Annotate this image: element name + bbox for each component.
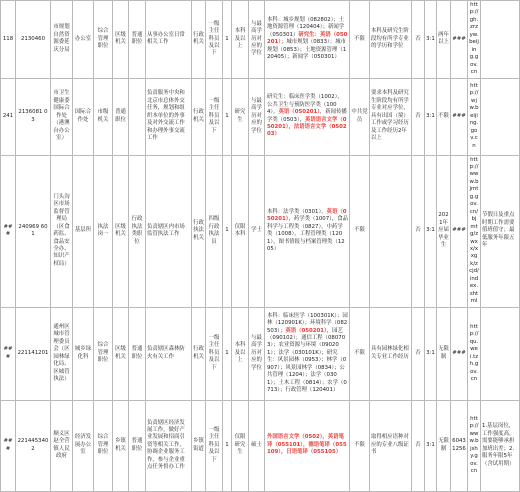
grassroots-cell: 否 bbox=[412, 78, 425, 155]
seq-cell: ### bbox=[1, 155, 16, 307]
description-cell: 负责辖区森林防火有关工作 bbox=[146, 307, 192, 400]
phone-cell: ### bbox=[451, 307, 468, 400]
department-cell: 国际合作处 bbox=[73, 78, 94, 155]
major-cell bbox=[265, 78, 350, 155]
education-cell: 仅限研究生 bbox=[232, 400, 249, 491]
position-type-cell: 行政执法类职位 bbox=[129, 155, 146, 307]
education-cell: 本科及以上 bbox=[232, 307, 249, 400]
seq-cell: ### bbox=[1, 400, 16, 491]
job-category-cell: 执法岗一 bbox=[94, 155, 113, 307]
grassroots-cell: 否 bbox=[412, 307, 425, 400]
highlighted-major: 英语（050201） bbox=[285, 327, 327, 334]
other-requirements-cell: 具有园林绿化相关专业工作经历 bbox=[370, 307, 412, 400]
major-cell bbox=[265, 1, 350, 79]
position-code-cell: 240969 601 bbox=[16, 155, 51, 307]
department-cell: 办公室 bbox=[73, 1, 94, 79]
seq-cell: 118 bbox=[1, 1, 16, 79]
other-requirements-cell: 要求本科及研究生阶段均有所学专业对应学位，具有出国（境）工作或学习经历及工作经历2年以上 bbox=[370, 78, 412, 155]
position-type-cell bbox=[129, 78, 146, 155]
position-code-cell: 2136081 03 bbox=[16, 78, 51, 155]
headcount-cell: 1 bbox=[223, 155, 232, 307]
degree-cell: 学士 bbox=[249, 155, 265, 307]
website-cell[interactable]: http://qu.wei.tzh.gov.cn bbox=[468, 307, 481, 400]
memo-cell: 节假日及重点时期工作需要值班值守；最低服务年限五年 bbox=[481, 155, 520, 307]
highlighted-major: 英语（050201） bbox=[278, 109, 320, 116]
website-cell[interactable]: http://www.bjmtg.gov.cn/bjmtg/zwxx/xxgk/zcjd/index.shtml bbox=[468, 155, 481, 307]
phone-cell: ### bbox=[451, 155, 468, 307]
website-cell[interactable]: http://gh.zrzyw.beijing.gov.cn bbox=[468, 1, 481, 79]
experience-cell: 无限制 bbox=[437, 307, 451, 400]
degree-cell: 与最高学历对应的学位 bbox=[249, 307, 265, 400]
major-text: 本科：临床医学（100301K）；园林（120901K）；环境科学（082503）； bbox=[267, 312, 348, 334]
description-cell: 负责辖区内市场监管执法工作 bbox=[146, 155, 192, 307]
employer-cell: 门头沟区市场监督管理局（区食药监、食品安全办、知识产权局） bbox=[51, 155, 73, 307]
grassroots-cell: 否 bbox=[412, 155, 425, 307]
department-cell: 城乡绿化科 bbox=[73, 307, 94, 400]
employer-cell: 市规划自然资源委延庆分局 bbox=[51, 1, 73, 79]
employer-cell: 通州区城市管理委员会（区园林绿化局、区城管执法） bbox=[51, 307, 73, 400]
rank-cell: 一级主任科员及以下 bbox=[206, 400, 223, 491]
job-category-cell: 市级机关 bbox=[94, 78, 113, 155]
politics-cell: 不限 bbox=[350, 307, 370, 400]
job-category-cell: 综合管理职位 bbox=[94, 400, 113, 491]
other-requirements-cell bbox=[370, 155, 412, 307]
major-text: ，药学类（1007），食品科学与工程类（0827），中药学类（1008），工程管理类（1201），图书情报与档案管理类（1205） bbox=[267, 216, 348, 252]
position-code-cell: 2214453402 bbox=[16, 400, 51, 491]
grassroots-cell: 否 bbox=[412, 1, 425, 79]
memo-cell bbox=[481, 78, 520, 155]
politics-cell: 中共党员 bbox=[350, 78, 370, 155]
other-requirements-cell: 本科及研究生阶段均有所学专业的学历和学位 bbox=[370, 1, 412, 79]
description-cell: 负责服务中央和北京市总体外交任务，规划和组织本单位的外事及对外交流工作和办理外事交流工作 bbox=[146, 78, 192, 155]
ratio-cell: 3:1 bbox=[425, 155, 437, 307]
website-cell[interactable]: http://www.bjshy.gov.cn bbox=[468, 400, 481, 491]
memo-cell bbox=[481, 1, 520, 79]
memo-cell: 1.基层岗位，工作强度高，需要能够承担加班出差；2.服务年限5年（含试用期） bbox=[481, 400, 520, 491]
headcount-cell: 1 bbox=[223, 1, 232, 79]
ratio-cell: 3:1 bbox=[425, 78, 437, 155]
org-level-cell: 区级机关 bbox=[113, 307, 129, 400]
headcount-cell: 1 bbox=[223, 400, 232, 491]
headcount-cell: 1 bbox=[223, 78, 232, 155]
experience-cell: 不限 bbox=[437, 78, 451, 155]
org-nature-cell: 行政执法机关 bbox=[192, 155, 206, 307]
major-text: ，新闻传播学类（0503）， bbox=[267, 109, 347, 123]
degree-cell: 与最高学历对应的学位 bbox=[249, 1, 265, 79]
table-row bbox=[1, 400, 520, 491]
major-cell bbox=[265, 307, 350, 400]
phone-cell: 60431256 bbox=[451, 400, 468, 491]
major-cell bbox=[265, 400, 350, 491]
description-cell: 负责辖区经济发展工作，做好产业发展和招商引资等相关工作，协调企业服务工作，参与企业重点任务督办工作 bbox=[146, 400, 192, 491]
employer-cell: 市卫生健康委国际合作处（港澳台办公室） bbox=[51, 78, 73, 155]
position-code-cell: 221141201 bbox=[16, 307, 51, 400]
highlighted-major: 外国语言文学（0502），英语笔译（055101），德语笔译（055109），日语笔译（055105） bbox=[267, 434, 347, 456]
major-text: 本科：法学类（0301）， bbox=[267, 208, 327, 215]
phone-cell: ### bbox=[451, 78, 468, 155]
org-nature-cell: 乡镇街道 bbox=[192, 400, 206, 491]
major-text: ，园艺（090102）；通信工程（080703）；农业资源与环境（090201）；法学（030101K）；研究生：风景园林（0953）；林学（0907）；风景园林学（0834）；公共管理（1204）；法学（0301）；土木工程（0814）；农学（0713）；行政管理（120401） bbox=[267, 327, 347, 394]
rank-cell: 一级主任科员及以下 bbox=[206, 307, 223, 400]
ratio-cell: 3:1 bbox=[425, 1, 437, 79]
table-row bbox=[1, 155, 520, 307]
position-type-cell: 普通职位 bbox=[129, 400, 146, 491]
experience-cell: 无限制 bbox=[437, 400, 451, 491]
education-cell: 仅限本科 bbox=[232, 155, 249, 307]
rank-cell: 一级主任科员及以下 bbox=[206, 78, 223, 155]
major-text: 本科：城乡规划（082802）；土地资源管理（120404）；新闻学（050301） bbox=[267, 16, 345, 38]
org-level-cell: 普通职位 bbox=[113, 78, 129, 155]
highlighted-major: 研究生：英语（050201） bbox=[267, 31, 348, 46]
table-row bbox=[1, 1, 520, 79]
website-cell[interactable]: http://wjw.beijing.gov.cn bbox=[468, 78, 481, 155]
politics-cell: 不限 bbox=[350, 155, 370, 307]
phone-cell: ### bbox=[451, 1, 468, 79]
org-level-cell: 区级机关 bbox=[113, 1, 129, 79]
department-cell: 经济发展办公室 bbox=[73, 400, 94, 491]
politics-cell: 不限 bbox=[350, 400, 370, 491]
major-text: ；城市规划（0833）；城市规划（0853）；土地资源管理（120405）；新闻学（050301） bbox=[267, 39, 347, 61]
org-nature-cell: 行政机关 bbox=[192, 78, 206, 155]
headcount-cell: 1 bbox=[223, 307, 232, 400]
memo-cell bbox=[481, 307, 520, 400]
position-code-cell: 2130460 bbox=[16, 1, 51, 79]
employer-cell: 顺义区赵全营镇人民政府 bbox=[51, 400, 73, 491]
politics-cell: 不限 bbox=[350, 1, 370, 79]
description-cell: 从事办公室日常相关工作 bbox=[146, 1, 192, 79]
org-nature-cell: 行政机关 bbox=[192, 1, 206, 79]
education-cell: 研究生 bbox=[232, 78, 249, 155]
org-level-cell: 区级机关 bbox=[113, 155, 129, 307]
degree-cell: 与最高学历对应的学位 bbox=[249, 78, 265, 155]
table-row bbox=[1, 78, 520, 155]
ratio-cell: 3:1 bbox=[425, 400, 437, 491]
ratio-cell: 3:1 bbox=[425, 307, 437, 400]
grassroots-cell: 否 bbox=[412, 400, 425, 491]
org-level-cell: 乡镇机关 bbox=[113, 400, 129, 491]
major-text: 研究生：临床医学类（1002），公共卫生与预防医学类（1004）， bbox=[267, 94, 343, 116]
rank-cell: 四级行政执法员 bbox=[206, 155, 223, 307]
job-category-cell: 综合管理职位 bbox=[94, 1, 113, 79]
highlighted-major: 英语语言文学（050201）， bbox=[267, 116, 347, 130]
experience-cell: 两年以上 bbox=[437, 1, 451, 79]
highlighted-major: 法语语言文学（050203） bbox=[267, 123, 347, 138]
highlighted-major: 英语（050201） bbox=[267, 208, 347, 223]
seq-cell: ### bbox=[1, 307, 16, 400]
degree-cell: 硕士 bbox=[249, 400, 265, 491]
education-cell: 本科及以上 bbox=[232, 1, 249, 79]
position-type-cell: 普通职位 bbox=[129, 1, 146, 79]
experience-cell: 2021年应届毕业生 bbox=[437, 155, 451, 307]
major-cell bbox=[265, 155, 350, 307]
seq-cell: 241 bbox=[1, 78, 16, 155]
other-requirements-cell: 取得相应语种对应的专业八级证书 bbox=[370, 400, 412, 491]
department-cell: 基层所 bbox=[73, 155, 94, 307]
org-nature-cell: 行政机关 bbox=[192, 307, 206, 400]
job-category-cell: 综合管理职位 bbox=[94, 307, 113, 400]
table-row bbox=[1, 307, 520, 400]
rank-cell: 一级主任科员及以下 bbox=[206, 1, 223, 79]
position-type-cell: 普通职位 bbox=[129, 307, 146, 400]
